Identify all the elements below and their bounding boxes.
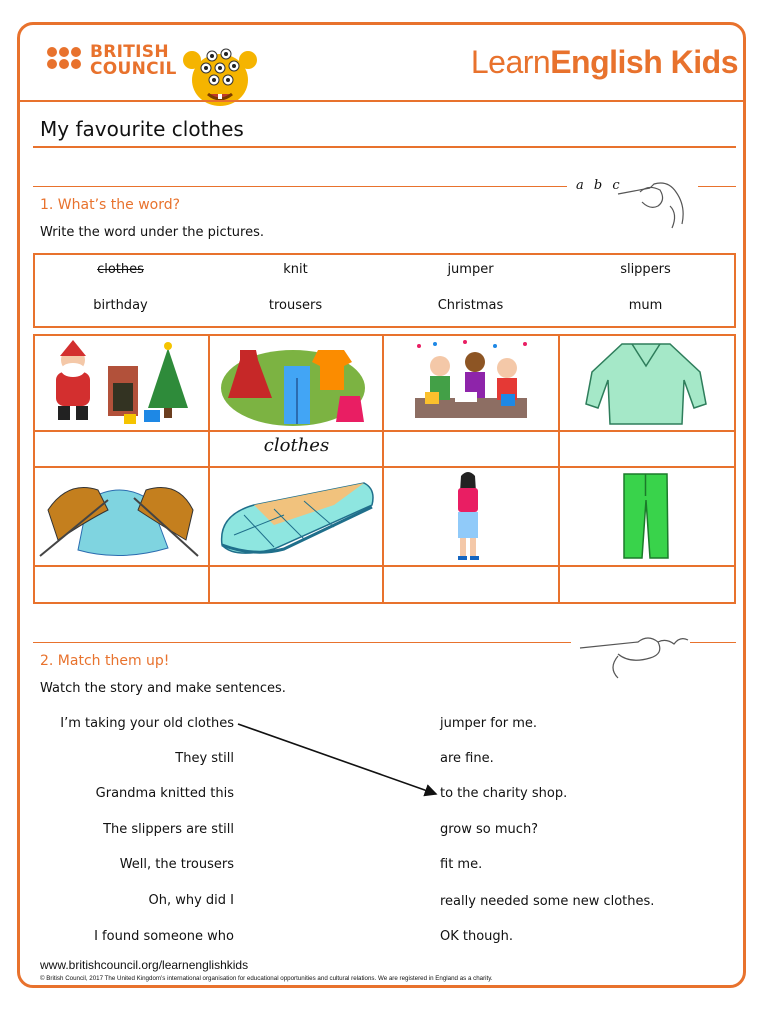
jumper-picture-icon bbox=[578, 338, 713, 428]
slippers-picture-icon bbox=[214, 475, 379, 560]
word-bank-item: slippers bbox=[620, 262, 671, 277]
left-phrase[interactable]: Grandma knitted this bbox=[95, 786, 234, 801]
section2-instruction: Watch the story and make sentences. bbox=[40, 681, 286, 696]
word-bank-item: Christmas bbox=[437, 298, 504, 313]
learnenglish-kids-logo: LearnEnglish Kids bbox=[470, 44, 738, 80]
section2-rule-right bbox=[690, 642, 736, 643]
right-phrase[interactable]: fit me. bbox=[440, 857, 483, 872]
header-divider bbox=[20, 100, 746, 102]
section1-heading: 1. What’s the word? bbox=[40, 197, 181, 213]
footer-url[interactable]: www.britishcouncil.org/learnenglishkids bbox=[40, 958, 249, 972]
right-phrase[interactable]: jumper for me. bbox=[440, 716, 538, 731]
mum-picture-icon bbox=[448, 470, 488, 562]
right-phrase[interactable]: OK though. bbox=[440, 929, 514, 944]
trousers-picture-icon bbox=[618, 470, 673, 562]
section1-rule-right bbox=[698, 186, 736, 187]
section1-rule-left bbox=[33, 186, 567, 187]
word-bank-item: trousers bbox=[268, 298, 323, 313]
writing-hand-icon bbox=[578, 628, 690, 680]
birthday-picture-icon bbox=[405, 338, 535, 428]
grid-divider bbox=[382, 334, 384, 604]
section1-instruction: Write the word under the pictures. bbox=[40, 225, 264, 240]
right-phrase[interactable]: are fine. bbox=[440, 751, 494, 766]
answer-clothes[interactable]: clothes bbox=[263, 435, 330, 456]
word-bank-item: birthday bbox=[93, 298, 148, 313]
left-phrase[interactable]: I’m taking your old clothes bbox=[60, 716, 234, 731]
right-phrase[interactable]: really needed some new clothes. bbox=[440, 894, 655, 909]
christmas-picture-icon bbox=[48, 338, 193, 428]
grid-divider bbox=[558, 334, 560, 604]
left-phrase[interactable]: They still bbox=[175, 751, 234, 766]
right-phrase[interactable]: to the charity shop. bbox=[440, 786, 568, 801]
grid-divider bbox=[33, 565, 736, 567]
clothes-picture-icon bbox=[218, 338, 368, 428]
right-phrase[interactable]: grow so much? bbox=[440, 822, 539, 837]
brand-name: BRITISH COUNCIL bbox=[90, 42, 177, 79]
left-phrase[interactable]: I found someone who bbox=[94, 929, 234, 944]
british-council-logo-icon bbox=[46, 46, 86, 78]
footer-copyright: © British Council, 2017 The United Kingdom’s international organisation for educational opportunities and cultural relations. We are registered in England as a charity. bbox=[40, 975, 493, 982]
left-phrase[interactable]: Well, the trousers bbox=[119, 857, 234, 872]
grid-divider bbox=[33, 466, 736, 468]
word-bank-item: jumper bbox=[447, 262, 494, 277]
grid-divider bbox=[33, 430, 736, 432]
writing-hand-icon bbox=[610, 170, 690, 230]
knit-picture-icon bbox=[38, 470, 203, 562]
word-bank-item: clothes bbox=[97, 262, 144, 277]
section2-rule-left bbox=[33, 642, 571, 643]
word-bank-item: knit bbox=[283, 262, 308, 277]
section2-heading: 2. Match them up! bbox=[40, 653, 170, 669]
title-underline bbox=[33, 146, 736, 148]
grid-divider bbox=[208, 334, 210, 604]
word-bank-item: mum bbox=[628, 298, 663, 313]
page-title: My favourite clothes bbox=[40, 117, 244, 141]
left-phrase[interactable]: The slippers are still bbox=[103, 822, 234, 837]
left-phrase[interactable]: Oh, why did I bbox=[148, 893, 234, 908]
handwriting-sample: a b c bbox=[576, 178, 623, 193]
